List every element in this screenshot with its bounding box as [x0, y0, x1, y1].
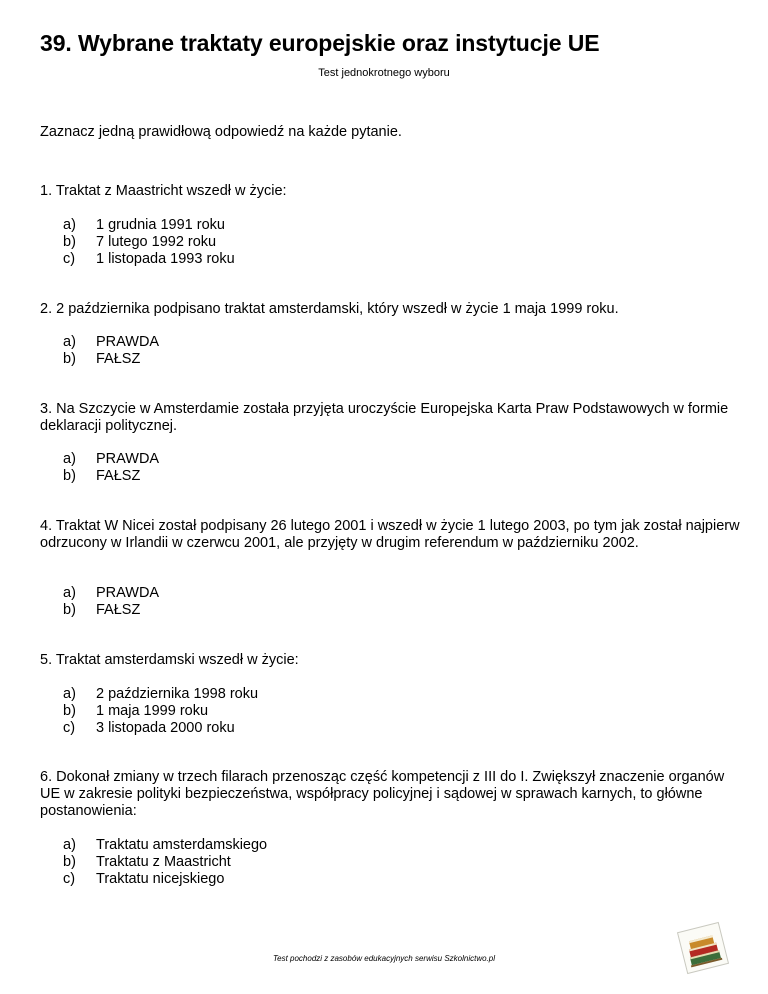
question-6-options — [63, 837, 267, 888]
footer-source-note: Test pochodzi z zasobów edukacyjnych serwisu Szkolnictwo.pl — [272, 954, 496, 963]
question-6: 6. Dokonał zmiany w trzech filarach przenosząc część kompetencji z III do I. Zwiększył znaczenie organów UE w zakresie polityki bezpieczeństwa, współpracy policyjnej i sądowej w sprawach karnych, to główne postanowienia: — [40, 769, 725, 819]
question-5-options — [63, 686, 258, 737]
answer-option[interactable]: a) 1 grudnia 1991 roku — [63, 217, 225, 233]
question-1: 1. Traktat z Maastricht wszedł w życie: — [40, 183, 287, 199]
answer-option[interactable]: c) 3 listopada 2000 roku — [63, 720, 235, 736]
question-5: 5. Traktat amsterdamski wszedł w życie: — [40, 652, 299, 668]
question-3-options — [63, 451, 159, 485]
question-2: 2. 2 października podpisano traktat amsterdamski, który wszedł w życie 1 maja 1999 roku. — [40, 301, 619, 317]
page-title: 39. Wybrane traktaty europejskie oraz instytucje UE — [40, 30, 600, 56]
question-4: 4. Traktat W Nicei został podpisany 26 lutego 2001 i wszedł w życie 1 lutego 2003, po tym jak został najpierw odrzucony w Irlandii w czerwcu 2001, ale przyjęty w drugim referendum w październiku 2002. — [40, 518, 740, 551]
answer-option[interactable]: b) FAŁSZ — [63, 468, 141, 484]
answer-option[interactable]: b) Traktatu z Maastricht — [63, 854, 231, 870]
answer-option[interactable]: a) Traktatu amsterdamskiego — [63, 837, 268, 853]
answer-option[interactable]: a) 2 października 1998 roku — [63, 686, 259, 702]
answer-option[interactable]: b) FAŁSZ — [63, 351, 141, 367]
answer-option[interactable]: c) 1 listopada 1993 roku — [63, 251, 235, 267]
answer-option[interactable]: a) PRAWDA — [63, 451, 160, 467]
question-4-options — [63, 585, 159, 619]
books-icon — [675, 920, 731, 976]
answer-option[interactable]: b) 7 lutego 1992 roku — [63, 234, 217, 250]
instruction-text: Zaznacz jedną prawidłową odpowiedź na każde pytanie. — [40, 124, 402, 140]
page-subtitle: Test jednokrotnego wyboru — [318, 67, 450, 79]
question-3: 3. Na Szczycie w Amsterdamie została przyjęta uroczyście Europejska Karta Praw Podstawowych w formie deklaracji politycznej. — [40, 401, 729, 434]
answer-option[interactable]: a) PRAWDA — [63, 585, 160, 601]
answer-option[interactable]: b) 1 maja 1999 roku — [63, 703, 209, 719]
question-2-options — [63, 334, 159, 368]
question-1-options — [63, 217, 235, 268]
answer-option[interactable]: a) PRAWDA — [63, 334, 160, 350]
answer-option[interactable]: c) Traktatu nicejskiego — [63, 871, 225, 887]
answer-option[interactable]: b) FAŁSZ — [63, 602, 141, 618]
